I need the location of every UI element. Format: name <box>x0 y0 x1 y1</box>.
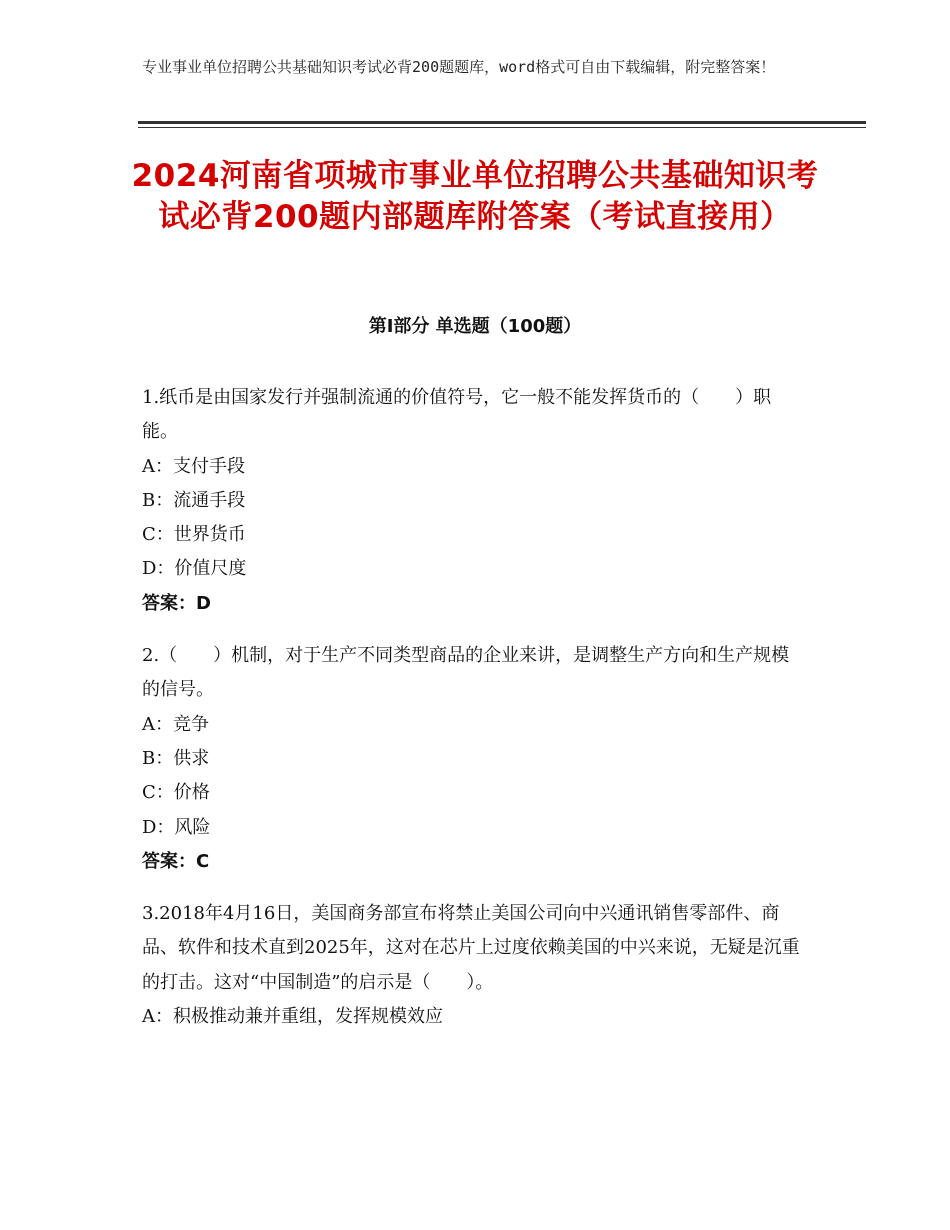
answer: 答案：D <box>142 592 211 614</box>
question-2 <box>142 639 802 879</box>
question-stem: 1.纸币是由国家发行并强制流通的价值符号，它一般不能发挥货币的（ ）职能。 <box>142 387 772 443</box>
header-rule-thin <box>138 127 866 128</box>
option-d: D：风险 <box>142 816 211 838</box>
section-title: 第Ⅰ部分 单选题（100题） <box>368 316 582 337</box>
question-3 <box>142 897 802 1034</box>
option-d: D：价值尺度 <box>142 558 247 580</box>
question-1 <box>142 381 802 621</box>
question-list <box>142 381 802 1052</box>
option-c: C：世界货币 <box>142 524 246 546</box>
answer: 答案：C <box>142 850 210 872</box>
question-stem: 3.2018年4月16日，美国商务部宣布将禁止美国公司向中兴通讯销售零部件、商品、软件和技术直到2025年，这对在芯片上过度依赖美国的中兴来说，无疑是沉重的打击。这对“中国制造”的启示是（ ）。 <box>142 903 800 993</box>
document-title: 2024河南省项城市事业单位招聘公共基础知识考试必背200题内部题库附答案（考试直接用） <box>131 158 819 235</box>
question-stem: 2.（ ）机制，对于生产不同类型商品的企业来讲，是调整生产方向和生产规模的信号。 <box>142 645 790 701</box>
header-rule-thick <box>138 121 866 124</box>
option-b: B：供求 <box>142 747 210 769</box>
header-note: 专业事业单位招聘公共基础知识考试必背200题题库，word格式可自由下载编辑，附完整答案！ <box>142 58 776 76</box>
option-c: C：价格 <box>142 782 210 804</box>
option-a: A：积极推动兼并重组，发挥规模效应 <box>142 1006 443 1028</box>
option-a: A：支付手段 <box>142 455 245 477</box>
option-b: B：流通手段 <box>142 489 246 511</box>
option-a: A：竞争 <box>142 713 209 735</box>
